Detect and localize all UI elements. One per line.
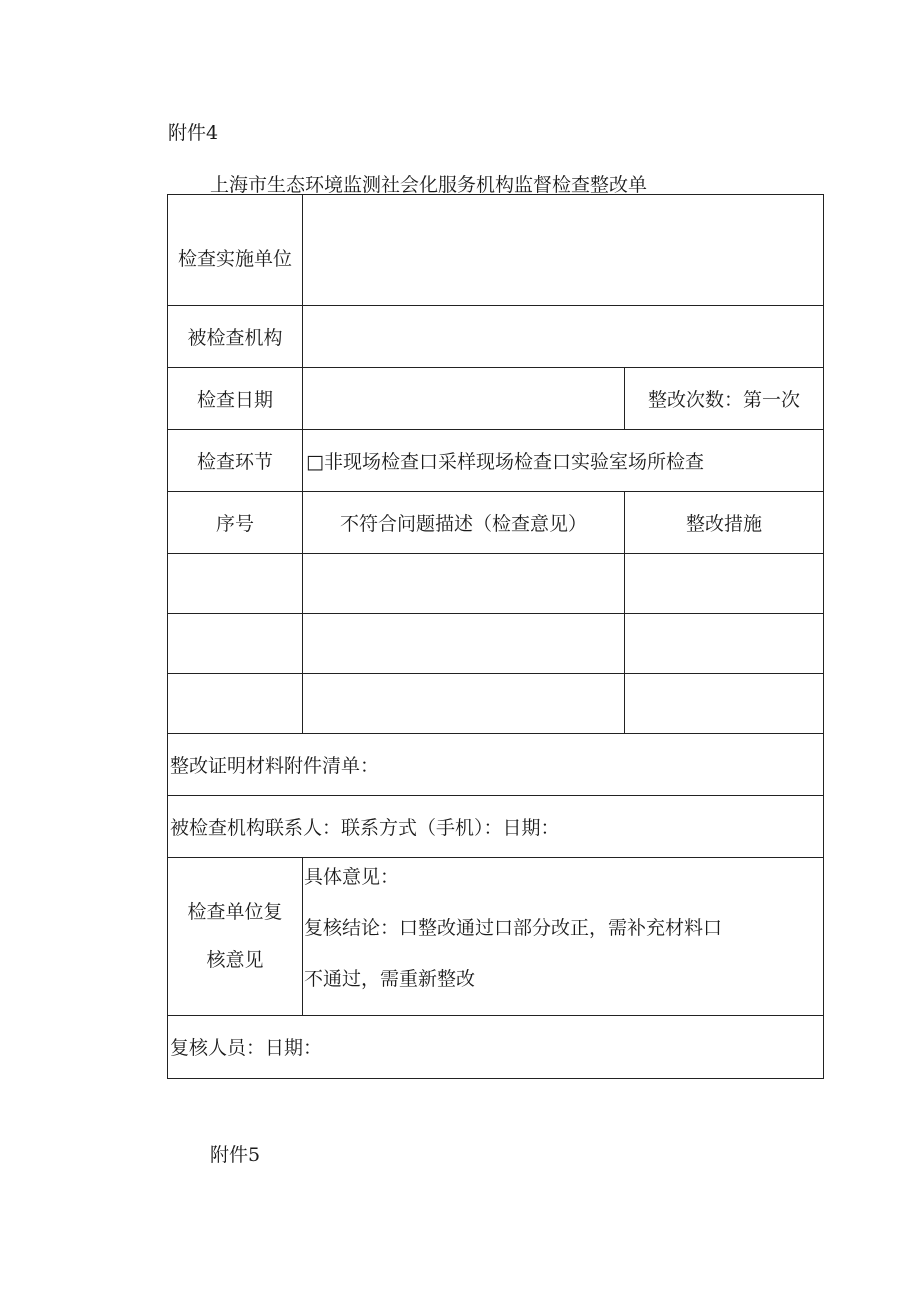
- document-title: 上海市生态环境监测社会化服务机构监督检查整改单: [210, 174, 648, 196]
- column-header-measures: 整改措施: [685, 512, 762, 535]
- rectification-count: 整改次数：第一次: [647, 388, 800, 411]
- column-divider: [302, 857, 303, 1015]
- rectification-form-table: [167, 194, 824, 1079]
- specific-opinion: 具体意见：: [304, 866, 400, 888]
- review-opinion-content: [304, 857, 821, 1015]
- inspecting-unit-label: 检查实施单位: [177, 247, 292, 270]
- inspected-org-field[interactable]: [303, 305, 823, 367]
- review-opinion-label: [168, 857, 302, 1015]
- inspected-org-label: 被检查机构: [187, 326, 283, 349]
- reviewer-line: 复核人员：日期：: [170, 1037, 323, 1059]
- inspection-date-field[interactable]: [303, 367, 624, 429]
- review-conclusion[interactable]: 复核结论：口整改通过口部分改正，需补充材料口: [304, 917, 723, 939]
- table-row[interactable]: [168, 613, 823, 673]
- column-header-description: 不符合问题描述（检查意见）: [339, 512, 587, 535]
- inspection-date-label: 检查日期: [196, 388, 273, 411]
- review-label-line1: 检查单位复: [187, 901, 283, 923]
- attachment-label: 附件4: [168, 122, 219, 144]
- inspection-stage-label: 检查环节: [196, 450, 273, 473]
- table-row[interactable]: [168, 673, 823, 733]
- inspecting-unit-field[interactable]: [303, 195, 823, 305]
- review-label-line2: 核意见: [206, 949, 264, 971]
- column-header-seq: 序号: [215, 512, 254, 535]
- proof-materials-line: 整改证明材料附件清单：: [170, 754, 380, 777]
- not-passed-option: 不通过，需重新整改: [304, 968, 476, 990]
- inspection-stage-options[interactable]: □非现场检查口采样现场检查口实验室场所检查: [306, 450, 704, 473]
- table-row[interactable]: [168, 553, 823, 613]
- contact-line: 被检查机构联系人：联系方式（手机）：日期：: [170, 816, 560, 839]
- next-attachment-label: 附件5: [210, 1144, 261, 1166]
